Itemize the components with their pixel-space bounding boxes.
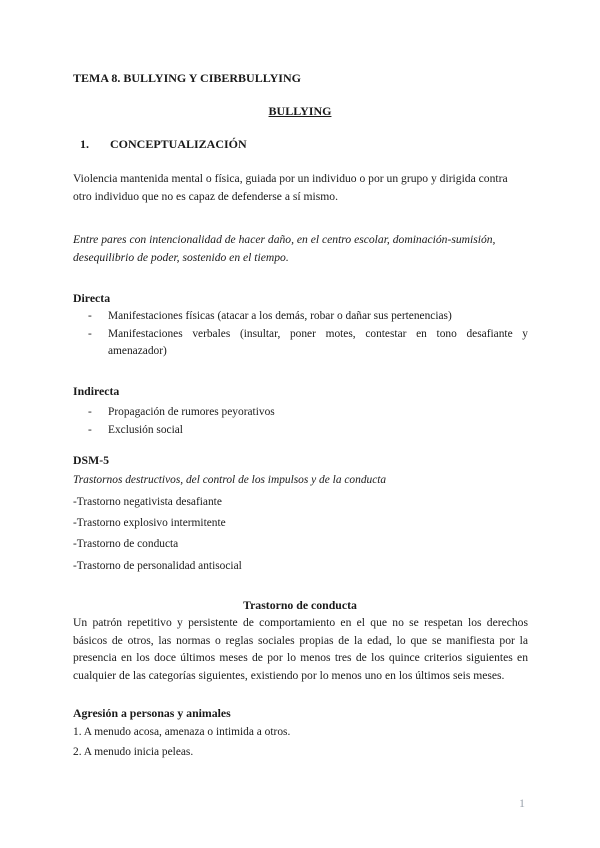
list-item: - Manifestaciones verbales (insultar, poner motes, contestar en tono desafiante y amenazador) [88,327,528,357]
trastorno-paragraph [73,614,528,684]
section-label: CONCEPTUALIZACIÓN [110,137,247,151]
directa-heading: Directa [73,291,111,305]
agresion-item: 2. A menudo inicia peleas. [73,746,194,758]
indirecta-heading: Indirecta [73,384,120,398]
definition-paragraph [73,170,528,205]
definition-line: Violencia mantenida mental o física, guiada por un individuo o por un grupo y dirigida contra [73,172,508,185]
document-title: TEMA 8. BULLYING Y CIBERBULLYING [73,71,301,85]
list-item: - Propagación de rumores peyorativos [88,406,275,418]
dsm-item: -Trastorno de personalidad antisocial [73,560,242,572]
page-number: 1 [519,796,525,810]
characteristics-line: desequilibrio de poder, sostenido en el tiempo. [73,250,289,264]
characteristics-line: Entre pares con intencionalidad de hacer daño, en el centro escolar, dominación-sumisión, [73,233,496,246]
trastorno-heading: Trastorno de conducta [243,598,357,612]
agresion-item: 1. A menudo acosa, amenaza o intimida a otros. [73,726,291,738]
definition-line: otro individuo que no es capaz de defenderse a sí mismo. [73,189,338,203]
dsm-item: -Trastorno explosivo intermitente [73,517,226,529]
characteristics-paragraph [73,231,528,266]
section-heading [80,137,247,152]
agresion-heading: Agresión a personas y animales [73,706,231,720]
trastorno-line: presencia en los doce últimos meses de por lo menos tres de los quince criterios siguientes en [73,651,528,664]
section-subtitle: BULLYING [268,104,332,118]
dsm-heading: DSM-5 [73,453,110,467]
dsm-subtitle: Trastornos destructivos, del control de los impulsos y de la conducta [73,474,387,486]
list-item: - Manifestaciones físicas (atacar a los demás, robar o dañar sus pertenencias) [88,310,452,322]
list-item: - Exclusión social [88,423,183,436]
trastorno-line: básicos de otros, las normas o reglas sociales propias de la edad, lo que se manifiesta por la [73,633,528,647]
trastorno-line: cualquier de las categorías siguientes, existiendo por lo menos uno en los últimos seis meses. [73,668,505,682]
indirecta-list [88,404,528,439]
directa-list [88,308,528,361]
trastorno-line: Un patrón repetitivo y persistente de comportamiento en el que no se respetan los derechos [73,616,528,629]
section-number: 1. [80,137,89,151]
dsm-item: -Trastorno de conducta [73,538,179,550]
dsm-item: -Trastorno negativista desafiante [73,496,222,508]
